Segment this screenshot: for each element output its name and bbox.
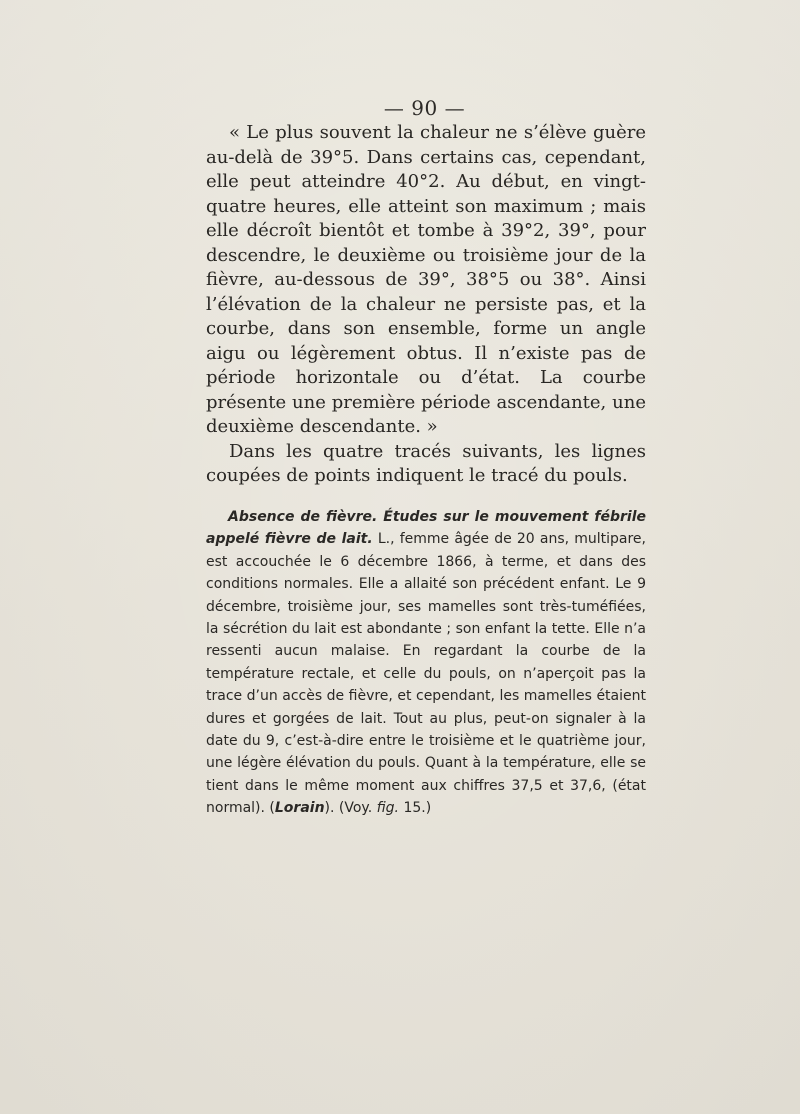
main-text-block: [206, 121, 646, 489]
main-paragraph: « Le plus souvent la chaleur ne s’élève guère au-delà de 39°5. Dans certains cas, cependant, elle peut atteindre 40°2. Au début, en vingt-quatre heures, elle atteint son maximum ; mais elle décroît bientôt et tombe à 39°2, 39°, pour descendre, le deuxième ou troisième jour de la fièvre, au-dessous de 39°, 38°5 ou 38°. Ainsi l’élévation de la chaleur ne persiste pas, et la courbe, dans son ensemble, forme un angle aigu ou légèrement obtus. Il n’existe pas de période horizontale ou d’état. La courbe présente une première période ascendante, une deuxième descendante. »: [206, 122, 646, 437]
case-note-reference-prefix: ). (Voy.: [324, 800, 377, 817]
case-note-figure-label: fig.: [376, 800, 400, 817]
case-note-figure-number: 15.): [399, 800, 432, 817]
case-note-paragraph: [206, 506, 646, 820]
main-paragraph: Dans les quatre tracés suivants, les lignes coupées de points indiquent le tracé du pouls.: [206, 440, 646, 486]
case-note-block: [206, 506, 646, 820]
case-note-heading: Absence de fièvre. Études sur le mouvement fébrile appelé fièvre de lait.: [206, 509, 646, 548]
case-note-body: L., femme âgée de 20 ans, multipare, est accouchée le 6 décembre 1866, à terme, et dans des conditions normales. Elle a allaité son précédent enfant. Le 9 décembre, troisième jour, ses mamelles sont très-tuméfiées, la sécrétion du lait est abondante ; son enfant la tette. Elle n’a ressenti aucun malaise. En regardant la courbe de la température rectale, et celle du pouls, on n’aperçoit pas la trace d’un accès de fièvre, et cependant, les mamelles étaient dures et gorgées de lait. Tout au plus, peut-on signaler à la date du 9, c’est-à-dire entre le troisième et le quatrième jour, une légère élévation du pouls. Quant à la température, elle se tient dans le même moment aux chiffres 37,5 et 37,6, (état normal). (: [206, 531, 646, 817]
case-note-author: Lorain: [274, 800, 325, 817]
page-number: — 90 —: [383, 96, 466, 120]
